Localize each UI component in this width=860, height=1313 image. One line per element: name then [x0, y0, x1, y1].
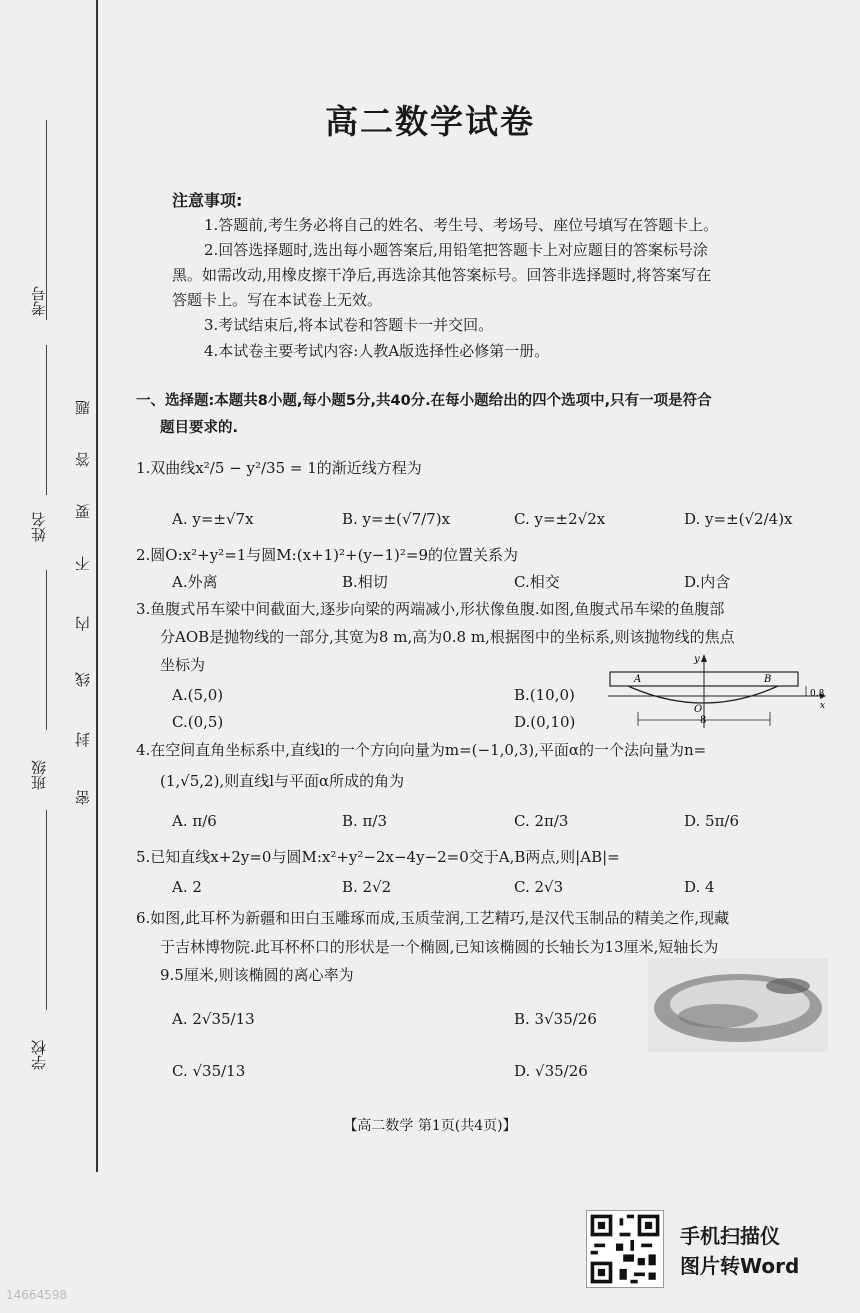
origin-label: O [694, 704, 703, 715]
option-d: D. 4 [684, 878, 715, 896]
qr-code [586, 1210, 664, 1288]
option-a: A.外离 [172, 573, 218, 591]
point-b-label: B [764, 674, 772, 685]
option-b: B. 2√2 [342, 878, 392, 896]
binding-line [96, 0, 98, 1172]
serial-number: 14664598 [6, 1288, 68, 1302]
question-stem: 1.双曲线x²/5 − y²/35 = 1的渐近线方程为 [136, 459, 422, 477]
note-line: 黑。如需改动,用橡皮擦干净后,再选涂其他答案标号。回答非选择题时,将答案写在 [172, 266, 712, 284]
option-c: C.相交 [514, 573, 560, 591]
option-d: D.内含 [684, 573, 731, 591]
xingming-label: 姓名 [30, 512, 48, 542]
question-stem: 4.在空间直角坐标系中,直线l的一个方向向量为m=(−1,0,3),平面α的一个法向量为n= [136, 741, 707, 759]
seal-char: 要 [74, 504, 92, 519]
seal-char: 不 [74, 556, 92, 571]
option-a: A. y=±√7x [172, 510, 254, 528]
scanner-text-1: 手机扫描仪 [680, 1224, 780, 1248]
xuexiao-underline [46, 810, 47, 1010]
section-heading: 一、选择题:本题共8小题,每小题5分,共40分.在每小题给出的四个选项中,只有一项是符合 [136, 393, 712, 409]
option-d: D. 5π/6 [684, 812, 740, 830]
seal-char: 答 [74, 452, 92, 467]
option-b: B.相切 [342, 573, 388, 591]
note-line: 3.考试结束后,将本试卷和答题卡一并交回。 [204, 316, 494, 334]
seal-char: 题 [74, 400, 92, 415]
question-stem-cont: 于吉林博物院.此耳杯杯口的形状是一个椭圆,已知该椭圆的长轴长为13厘米,短轴长为 [160, 938, 719, 956]
question-stem-cont: 9.5厘米,则该椭圆的离心率为 [160, 966, 354, 984]
y-axis-label: y [694, 654, 700, 665]
question-stem: 6.如图,此耳杯为新疆和田白玉雕琢而成,玉质莹润,工艺精巧,是汉代玉制品的精美之作,现藏 [136, 909, 730, 927]
page-title: 高二数学试卷 [325, 102, 535, 141]
point-a-label: A [634, 674, 642, 685]
question-stem: 3.鱼腹式吊车梁中间截面大,逐步向梁的两端减小,形状像鱼腹.如图,鱼腹式吊车梁的鱼腹部 [136, 600, 725, 618]
question-stem-cont: 坐标为 [160, 656, 206, 674]
section-heading-cont: 题目要求的. [160, 420, 239, 436]
option-b: B. 3√35/26 [514, 1010, 597, 1028]
option-c: C. 2π/3 [514, 812, 569, 830]
seal-char: 内 [74, 616, 92, 631]
option-d: D. y=±(√2/4)x [684, 510, 793, 528]
question-stem-cont: 分AOB是抛物线的一部分,其宽为8 m,高为0.8 m,根据图中的坐标系,则该抛物线的焦点 [160, 628, 735, 646]
seal-char: 封 [74, 732, 92, 747]
page-footer: 【高二数学 第1页(共4页)】 [343, 1118, 517, 1134]
seal-char: 线 [74, 672, 92, 687]
ear-cup-photo [648, 958, 828, 1052]
width-label: 8 [700, 715, 707, 726]
height-label: 0.8 [810, 689, 825, 699]
option-a: A. 2√35/13 [172, 1010, 255, 1028]
option-a: A.(5,0) [172, 686, 224, 704]
xuexiao-label: 学校 [30, 1040, 48, 1070]
xingming-underline [46, 345, 47, 495]
note-line: 1.答题前,考生务必将自己的姓名、考生号、考场号、座位号填写在答题卡上。 [204, 216, 719, 234]
banji-underline [46, 570, 47, 730]
beam-figure [608, 650, 832, 732]
option-b: B.(10,0) [514, 686, 575, 704]
option-c: C.(0,5) [172, 713, 224, 731]
note-line: 2.回答选择题时,选出每小题答案后,用铅笔把答题卡上对应题目的答案标号涂 [204, 241, 708, 259]
option-c: C. y=±2√2x [514, 510, 606, 528]
option-c: C. √35/13 [172, 1062, 246, 1080]
notes-heading: 注意事项: [172, 191, 243, 210]
option-d: D. √35/26 [514, 1062, 588, 1080]
seal-char: 密 [74, 790, 92, 805]
option-b: B. π/3 [342, 812, 388, 830]
kaohao-label: 考号 [30, 286, 48, 316]
option-b: B. y=±(√7/7)x [342, 510, 451, 528]
banji-label: 班级 [30, 760, 48, 790]
option-a: A. π/6 [172, 812, 217, 830]
option-d: D.(0,10) [514, 713, 576, 731]
note-line: 答题卡上。写在本试卷上无效。 [172, 291, 383, 309]
option-c: C. 2√3 [514, 878, 564, 896]
scanner-text-2: 图片转Word [680, 1254, 800, 1278]
question-stem: 5.已知直线x+2y=0与圆M:x²+y²−2x−4y−2=0交于A,B两点,则|AB|= [136, 848, 620, 866]
question-stem: 2.圆O:x²+y²=1与圆M:(x+1)²+(y−1)²=9的位置关系为 [136, 546, 518, 564]
question-stem-cont: (1,√5,2),则直线l与平面α所成的角为 [160, 772, 405, 790]
note-line: 4.本试卷主要考试内容:人教A版选择性必修第一册。 [204, 342, 550, 360]
x-axis-label: x [820, 701, 826, 711]
option-a: A. 2 [172, 878, 202, 896]
